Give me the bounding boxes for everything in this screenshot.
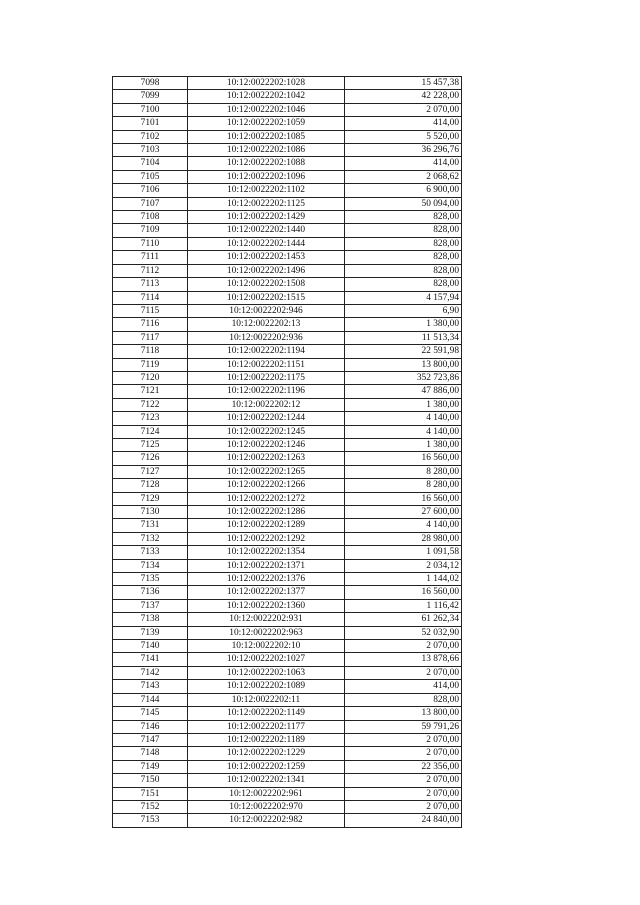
row-number-cell: 7153 [113,814,188,827]
cadastral-number-cell: 10:12:0022202:1508 [188,278,345,291]
cadastral-number-cell: 10:12:0022202:1102 [188,184,345,197]
amount-cell: 4 140,00 [345,412,462,425]
table-row [113,90,462,103]
cadastral-number-cell: 10:12:0022202:1189 [188,733,345,746]
cadastral-number-cell: 10:12:0022202:982 [188,814,345,827]
row-number-cell: 7139 [113,626,188,639]
table-row [113,640,462,653]
row-number-cell: 7140 [113,640,188,653]
amount-cell: 15 457,38 [345,77,462,90]
cadastral-number-cell: 10:12:0022202:1086 [188,144,345,157]
amount-cell: 8 280,00 [345,465,462,478]
amount-cell: 828,00 [345,224,462,237]
table-row [113,371,462,384]
cadastral-number-cell: 10:12:0022202:970 [188,800,345,813]
row-number-cell: 7136 [113,586,188,599]
amount-cell: 2 070,00 [345,774,462,787]
amount-cell: 414,00 [345,680,462,693]
table-row [113,144,462,157]
row-number-cell: 7108 [113,211,188,224]
amount-cell: 11 513,34 [345,331,462,344]
row-number-cell: 7146 [113,720,188,733]
table-row [113,318,462,331]
table-row [113,331,462,344]
table-row [113,425,462,438]
amount-cell: 4 140,00 [345,425,462,438]
row-number-cell: 7148 [113,747,188,760]
table-row [113,278,462,291]
cadastral-number-cell: 10:12:0022202:963 [188,626,345,639]
cadastral-number-cell: 10:12:0022202:936 [188,331,345,344]
amount-cell: 50 094,00 [345,197,462,210]
table-row [113,452,462,465]
row-number-cell: 7100 [113,103,188,116]
table-row [113,291,462,304]
cadastral-number-cell: 10:12:0022202:12 [188,398,345,411]
row-number-cell: 7122 [113,398,188,411]
amount-cell: 352 723,86 [345,371,462,384]
row-number-cell: 7124 [113,425,188,438]
cadastral-number-cell: 10:12:0022202:1266 [188,479,345,492]
table-row [113,465,462,478]
table-row [113,599,462,612]
amount-cell: 6,90 [345,304,462,317]
cadastral-number-cell: 10:12:0022202:946 [188,304,345,317]
table-row [113,573,462,586]
cadastral-number-cell: 10:12:0022202:1042 [188,90,345,103]
row-number-cell: 7152 [113,800,188,813]
amount-cell: 2 068,62 [345,170,462,183]
row-number-cell: 7131 [113,519,188,532]
cadastral-number-cell: 10:12:0022202:1263 [188,452,345,465]
amount-cell: 16 560,00 [345,586,462,599]
amount-cell: 828,00 [345,278,462,291]
amount-cell: 2 070,00 [345,800,462,813]
row-number-cell: 7128 [113,479,188,492]
cadastral-number-cell: 10:12:0022202:1028 [188,77,345,90]
cadastral-number-cell: 10:12:0022202:1085 [188,130,345,143]
table-row [113,398,462,411]
amount-cell: 47 886,00 [345,385,462,398]
amount-cell: 828,00 [345,693,462,706]
table-row [113,747,462,760]
cadastral-number-cell: 10:12:0022202:1125 [188,197,345,210]
amount-cell: 22 591,98 [345,345,462,358]
amount-cell: 1 380,00 [345,318,462,331]
cadastral-number-cell: 10:12:0022202:1194 [188,345,345,358]
cadastral-number-cell: 10:12:0022202:1292 [188,532,345,545]
table-row [113,626,462,639]
cadastral-number-cell: 10:12:0022202:961 [188,787,345,800]
row-number-cell: 7112 [113,264,188,277]
cadastral-number-cell: 10:12:0022202:1259 [188,760,345,773]
amount-cell: 61 262,34 [345,613,462,626]
cadastral-number-cell: 10:12:0022202:1229 [188,747,345,760]
table-row [113,800,462,813]
cadastral-number-cell: 10:12:0022202:1089 [188,680,345,693]
cadastral-number-cell: 10:12:0022202:1027 [188,653,345,666]
amount-cell: 13 800,00 [345,707,462,720]
table-row [113,211,462,224]
table-row [113,613,462,626]
cadastral-number-cell: 10:12:0022202:11 [188,693,345,706]
row-number-cell: 7117 [113,331,188,344]
data-table [112,76,462,828]
row-number-cell: 7134 [113,559,188,572]
cadastral-number-cell: 10:12:0022202:1341 [188,774,345,787]
table-row [113,77,462,90]
row-number-cell: 7144 [113,693,188,706]
cadastral-number-cell: 10:12:0022202:1245 [188,425,345,438]
amount-cell: 1 116,42 [345,599,462,612]
row-number-cell: 7127 [113,465,188,478]
cadastral-number-cell: 10:12:0022202:1354 [188,546,345,559]
amount-cell: 16 560,00 [345,452,462,465]
row-number-cell: 7119 [113,358,188,371]
row-number-cell: 7151 [113,787,188,800]
amount-cell: 1 380,00 [345,398,462,411]
table-row [113,814,462,827]
table-row [113,532,462,545]
row-number-cell: 7107 [113,197,188,210]
table-row [113,224,462,237]
table-row [113,492,462,505]
row-number-cell: 7102 [113,130,188,143]
cadastral-number-cell: 10:12:0022202:1429 [188,211,345,224]
cadastral-number-cell: 10:12:0022202:1088 [188,157,345,170]
cadastral-number-cell: 10:12:0022202:1046 [188,103,345,116]
row-number-cell: 7120 [113,371,188,384]
cadastral-number-cell: 10:12:0022202:1151 [188,358,345,371]
table-row [113,733,462,746]
cadastral-number-cell: 10:12:0022202:1272 [188,492,345,505]
row-number-cell: 7141 [113,653,188,666]
table-row [113,385,462,398]
table-row [113,787,462,800]
row-number-cell: 7126 [113,452,188,465]
cadastral-number-cell: 10:12:0022202:1265 [188,465,345,478]
cadastral-number-cell: 10:12:0022202:1453 [188,251,345,264]
cadastral-number-cell: 10:12:0022202:1096 [188,170,345,183]
table-row [113,237,462,250]
table-row [113,197,462,210]
table-row [113,479,462,492]
cadastral-number-cell: 10:12:0022202:1440 [188,224,345,237]
table-row [113,130,462,143]
table-row [113,693,462,706]
table-row [113,438,462,451]
row-number-cell: 7142 [113,666,188,679]
amount-cell: 2 070,00 [345,747,462,760]
amount-cell: 2 070,00 [345,103,462,116]
table-row [113,720,462,733]
cadastral-number-cell: 10:12:0022202:1444 [188,237,345,250]
amount-cell: 2 070,00 [345,640,462,653]
cadastral-number-cell: 10:12:0022202:1376 [188,573,345,586]
row-number-cell: 7105 [113,170,188,183]
amount-cell: 36 296,76 [345,144,462,157]
row-number-cell: 7104 [113,157,188,170]
cadastral-number-cell: 10:12:0022202:1059 [188,117,345,130]
amount-cell: 828,00 [345,251,462,264]
row-number-cell: 7101 [113,117,188,130]
row-number-cell: 7135 [113,573,188,586]
table-row [113,157,462,170]
cadastral-number-cell: 10:12:0022202:931 [188,613,345,626]
table-row [113,774,462,787]
cadastral-number-cell: 10:12:0022202:10 [188,640,345,653]
row-number-cell: 7149 [113,760,188,773]
amount-cell: 4 140,00 [345,519,462,532]
row-number-cell: 7138 [113,613,188,626]
amount-cell: 414,00 [345,117,462,130]
table-row [113,264,462,277]
cadastral-number-cell: 10:12:0022202:1377 [188,586,345,599]
amount-cell: 2 070,00 [345,666,462,679]
amount-cell: 42 228,00 [345,90,462,103]
amount-cell: 828,00 [345,264,462,277]
table-row [113,586,462,599]
table-row [113,559,462,572]
amount-cell: 13 800,00 [345,358,462,371]
row-number-cell: 7103 [113,144,188,157]
cadastral-number-cell: 10:12:0022202:1360 [188,599,345,612]
row-number-cell: 7125 [113,438,188,451]
table-row [113,170,462,183]
cadastral-number-cell: 10:12:0022202:1515 [188,291,345,304]
table-row [113,251,462,264]
cadastral-number-cell: 10:12:0022202:1289 [188,519,345,532]
amount-cell: 4 157,94 [345,291,462,304]
table-row [113,117,462,130]
amount-cell: 828,00 [345,211,462,224]
cadastral-number-cell: 10:12:0022202:1496 [188,264,345,277]
table-row [113,707,462,720]
amount-cell: 59 791,26 [345,720,462,733]
row-number-cell: 7111 [113,251,188,264]
table-row [113,506,462,519]
table-row [113,666,462,679]
row-number-cell: 7137 [113,599,188,612]
row-number-cell: 7133 [113,546,188,559]
cadastral-number-cell: 10:12:0022202:1371 [188,559,345,572]
amount-cell: 27 600,00 [345,506,462,519]
amount-cell: 16 560,00 [345,492,462,505]
row-number-cell: 7114 [113,291,188,304]
row-number-cell: 7116 [113,318,188,331]
amount-cell: 2 070,00 [345,787,462,800]
amount-cell: 52 032,90 [345,626,462,639]
amount-cell: 2 034,12 [345,559,462,572]
table-body [113,77,462,828]
cadastral-number-cell: 10:12:0022202:1175 [188,371,345,384]
cadastral-number-cell: 10:12:0022202:1286 [188,506,345,519]
amount-cell: 414,00 [345,157,462,170]
row-number-cell: 7109 [113,224,188,237]
row-number-cell: 7150 [113,774,188,787]
cadastral-number-cell: 10:12:0022202:1149 [188,707,345,720]
amount-cell: 13 878,66 [345,653,462,666]
cadastral-number-cell: 10:12:0022202:1196 [188,385,345,398]
table-row [113,304,462,317]
table-row [113,358,462,371]
table-row [113,345,462,358]
cadastral-number-cell: 10:12:0022202:1177 [188,720,345,733]
table-row [113,760,462,773]
amount-cell: 5 520,00 [345,130,462,143]
row-number-cell: 7118 [113,345,188,358]
row-number-cell: 7099 [113,90,188,103]
row-number-cell: 7113 [113,278,188,291]
row-number-cell: 7130 [113,506,188,519]
row-number-cell: 7147 [113,733,188,746]
cadastral-number-cell: 10:12:0022202:1246 [188,438,345,451]
amount-cell: 22 356,00 [345,760,462,773]
table-row [113,546,462,559]
row-number-cell: 7129 [113,492,188,505]
amount-cell: 24 840,00 [345,814,462,827]
row-number-cell: 7132 [113,532,188,545]
row-number-cell: 7110 [113,237,188,250]
amount-cell: 8 280,00 [345,479,462,492]
table-row [113,412,462,425]
amount-cell: 6 900,00 [345,184,462,197]
table-row [113,184,462,197]
amount-cell: 1 091,58 [345,546,462,559]
cadastral-number-cell: 10:12:0022202:1063 [188,666,345,679]
amount-cell: 1 380,00 [345,438,462,451]
row-number-cell: 7145 [113,707,188,720]
table-row [113,103,462,116]
table-row [113,519,462,532]
cadastral-number-cell: 10:12:0022202:13 [188,318,345,331]
row-number-cell: 7121 [113,385,188,398]
amount-cell: 28 980,00 [345,532,462,545]
cadastral-number-cell: 10:12:0022202:1244 [188,412,345,425]
row-number-cell: 7098 [113,77,188,90]
amount-cell: 2 070,00 [345,733,462,746]
row-number-cell: 7123 [113,412,188,425]
row-number-cell: 7115 [113,304,188,317]
table-row [113,653,462,666]
row-number-cell: 7106 [113,184,188,197]
amount-cell: 1 144,02 [345,573,462,586]
table-row [113,680,462,693]
amount-cell: 828,00 [345,237,462,250]
row-number-cell: 7143 [113,680,188,693]
